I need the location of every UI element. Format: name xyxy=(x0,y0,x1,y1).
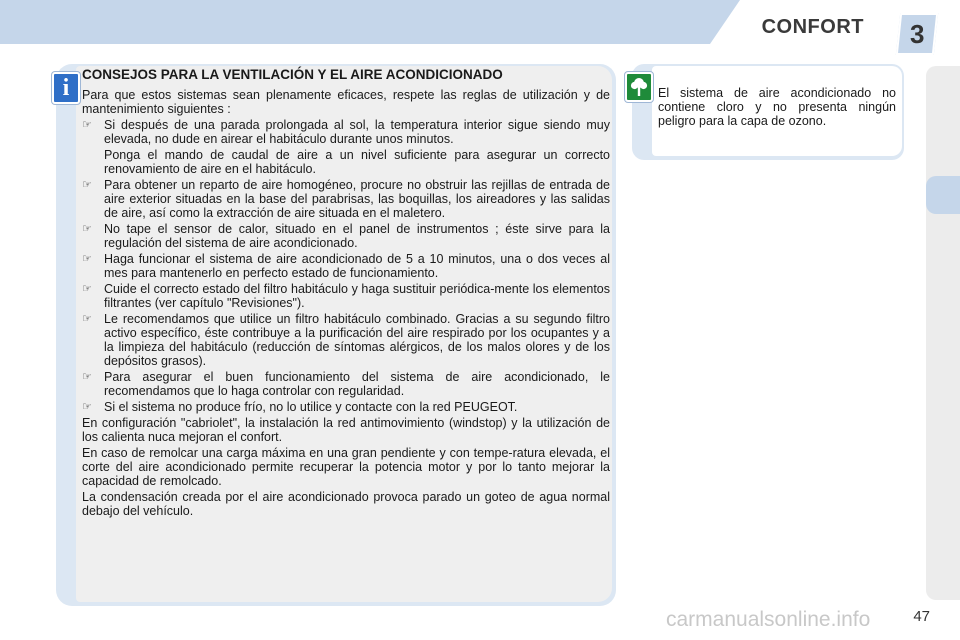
list-item-continuation: Ponga el mando de caudal de aire a un nivel suficiente para asegurar un correcto renovamiento de aire en el habitáculo. xyxy=(104,148,610,176)
side-panel xyxy=(926,66,960,600)
body-paragraph: La condensación creada por el aire acondicionado provoca parado un goteo de agua normal debajo del vehículo. xyxy=(82,490,610,518)
list-item-text: Le recomendamos que utilice un filtro habitáculo combinado. Gracias a su segundo filtro activo específico, éste contribuye a la purificación del aire respirado por los ocupantes y a la limpieza del habitáculo (reducción de síntomas alérgicos, de los malos olores y de los depósitos grasos). xyxy=(104,312,610,368)
tree-icon xyxy=(625,72,653,102)
list-item-text: Para asegurar el buen funcionamiento del sistema de aire acondicionado, le recomendamos que lo haga controlar con regularidad. xyxy=(104,370,610,398)
list-item xyxy=(82,118,610,146)
chapter-number-badge xyxy=(896,13,938,55)
list-item xyxy=(82,222,610,250)
chapter-title: CONFORT xyxy=(761,16,864,38)
eco-note-text: El sistema de aire acondicionado no contiene cloro y no presenta ningún peligro para la capa de ozono. xyxy=(658,86,896,128)
hand-pointer-icon: ☞ xyxy=(82,313,92,325)
advice-content xyxy=(82,68,610,520)
watermark: carmanualsonline.info xyxy=(666,608,871,631)
body-paragraph: En configuración "cabriolet", la instalación la red antimovimiento (windstop) y la utilización de los calienta nuca mejoran el confort. xyxy=(82,416,610,444)
tree-icon-graphic xyxy=(627,74,651,100)
hand-pointer-icon: ☞ xyxy=(82,119,92,131)
hand-pointer-icon: ☞ xyxy=(82,179,92,191)
list-item-text: No tape el sensor de calor, situado en el panel de instrumentos ; éste sirve para la regulación del sistema de aire acondicionado. xyxy=(104,222,610,250)
section-title: CONSEJOS PARA LA VENTILACIÓN Y EL AIRE ACONDICIONADO xyxy=(82,67,503,82)
page-number: 47 xyxy=(913,608,930,625)
hand-pointer-icon: ☞ xyxy=(82,223,92,235)
list-item-text: Si después de una parada prolongada al sol, la temperatura interior sigue siendo muy elevada, no dude en airear el habitáculo durante unos minutos. xyxy=(104,118,610,146)
list-item xyxy=(82,370,610,398)
list-item xyxy=(82,252,610,280)
side-chapter-tab xyxy=(926,176,960,214)
list-item xyxy=(82,282,610,310)
hand-pointer-icon: ☞ xyxy=(82,401,92,413)
list-item-text: Cuide el correcto estado del filtro habitáculo y haga sustituir periódica-mente los elementos filtrantes (ver capítulo "Revisiones"). xyxy=(104,282,610,310)
list-item-text: Haga funcionar el sistema de aire acondicionado de 5 a 10 minutos, una o dos veces al mes para mantenerlo en perfecto estado de funcionamiento. xyxy=(104,252,610,280)
list-item-text: Para obtener un reparto de aire homogéneo, procure no obstruir las rejillas de entrada de aire exterior situadas en la base del parabrisas, las boquillas, los aireadores y las salidas de aire, así como la extracción de aire situada en el maletero. xyxy=(104,178,610,220)
intro-paragraph: Para que estos sistemas sean plenamente eficaces, respete las reglas de utilización y de mantenimiento siguientes : xyxy=(82,88,610,116)
list-item xyxy=(82,178,610,220)
list-item-text: Si el sistema no produce frío, no lo utilice y contacte con la red PEUGEOT. xyxy=(104,400,518,414)
hand-pointer-icon: ☞ xyxy=(82,253,92,265)
body-paragraph: En caso de remolcar una carga máxima en una gran pendiente y con tempe-ratura elevada, el corte del aire acondicionado permite recuperar la potencia motor y por lo tanto mejorar la capacidad de remolcado. xyxy=(82,446,610,488)
list-item xyxy=(82,312,610,368)
info-icon: i xyxy=(52,72,80,104)
list-item xyxy=(82,400,610,414)
hand-pointer-icon: ☞ xyxy=(82,283,92,295)
hand-pointer-icon: ☞ xyxy=(82,371,92,383)
chapter-number: 3 xyxy=(909,18,925,49)
